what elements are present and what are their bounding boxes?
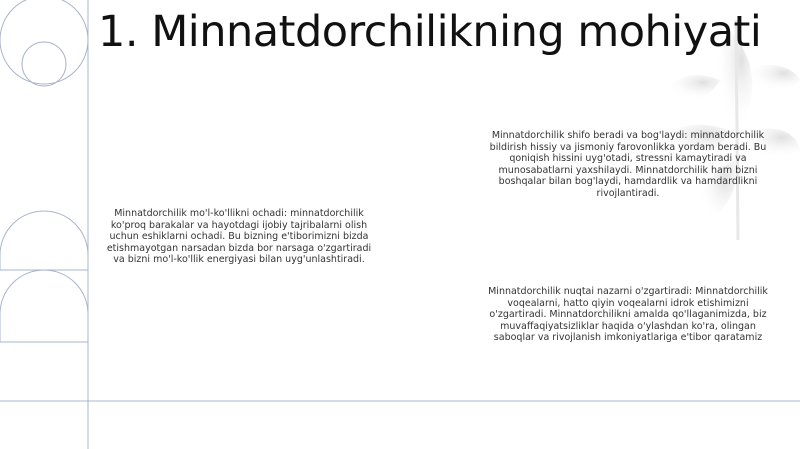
slide-title: 1. Minnatdorchilikning mohiyati xyxy=(98,7,762,57)
text-block-healing: Minnatdorchilik shifo beradi va bog'laydi: minnatdorchilik bildirish hissiy va jismoniy farovonlikka yordam beradi. Bu qoniqish hissini uyg'otadi, stressni kamaytiradi va munosabatlarni yaxshilaydi. Minnatdorchilik ham bizni boshqalar bilan bog'laydi, hamdardlik va hamdardlikni rivojlantiradi. xyxy=(489,130,767,199)
small-circle-outline xyxy=(22,42,66,86)
text-block-perspective: Minnatdorchilik nuqtai nazarni o'zgartiradi: Minnatdorchilik voqealarni, hatto qiyin voqealarni idrok etishimizni o'zgartiradi. Minnatdorchilikni amalda qo'llaganimizda, biz muvaffaqiyatsizliklar haqida o'ylashdan ko'ra, olingan saboqlar va rivojlanish imkoniyatlariga e'tibor qaratamiz xyxy=(488,286,768,344)
lower-arch-outline xyxy=(0,270,88,342)
upper-arch-outline xyxy=(0,211,88,270)
text-block-abundance: Minnatdorchilik mo'l-ko'llikni ochadi: minnatdorchilik ko'proq barakalar va hayotdagi ijobiy tajribalarni olish uchun eshiklarni ochadi. Bu bizning e'tiborimizni bizda etishmayotgan narsadan bizda bor narsaga o'zgartiradi va bizni mo'l-ko'llik energiyasi bilan uyg'unlashtiradi. xyxy=(106,208,372,266)
